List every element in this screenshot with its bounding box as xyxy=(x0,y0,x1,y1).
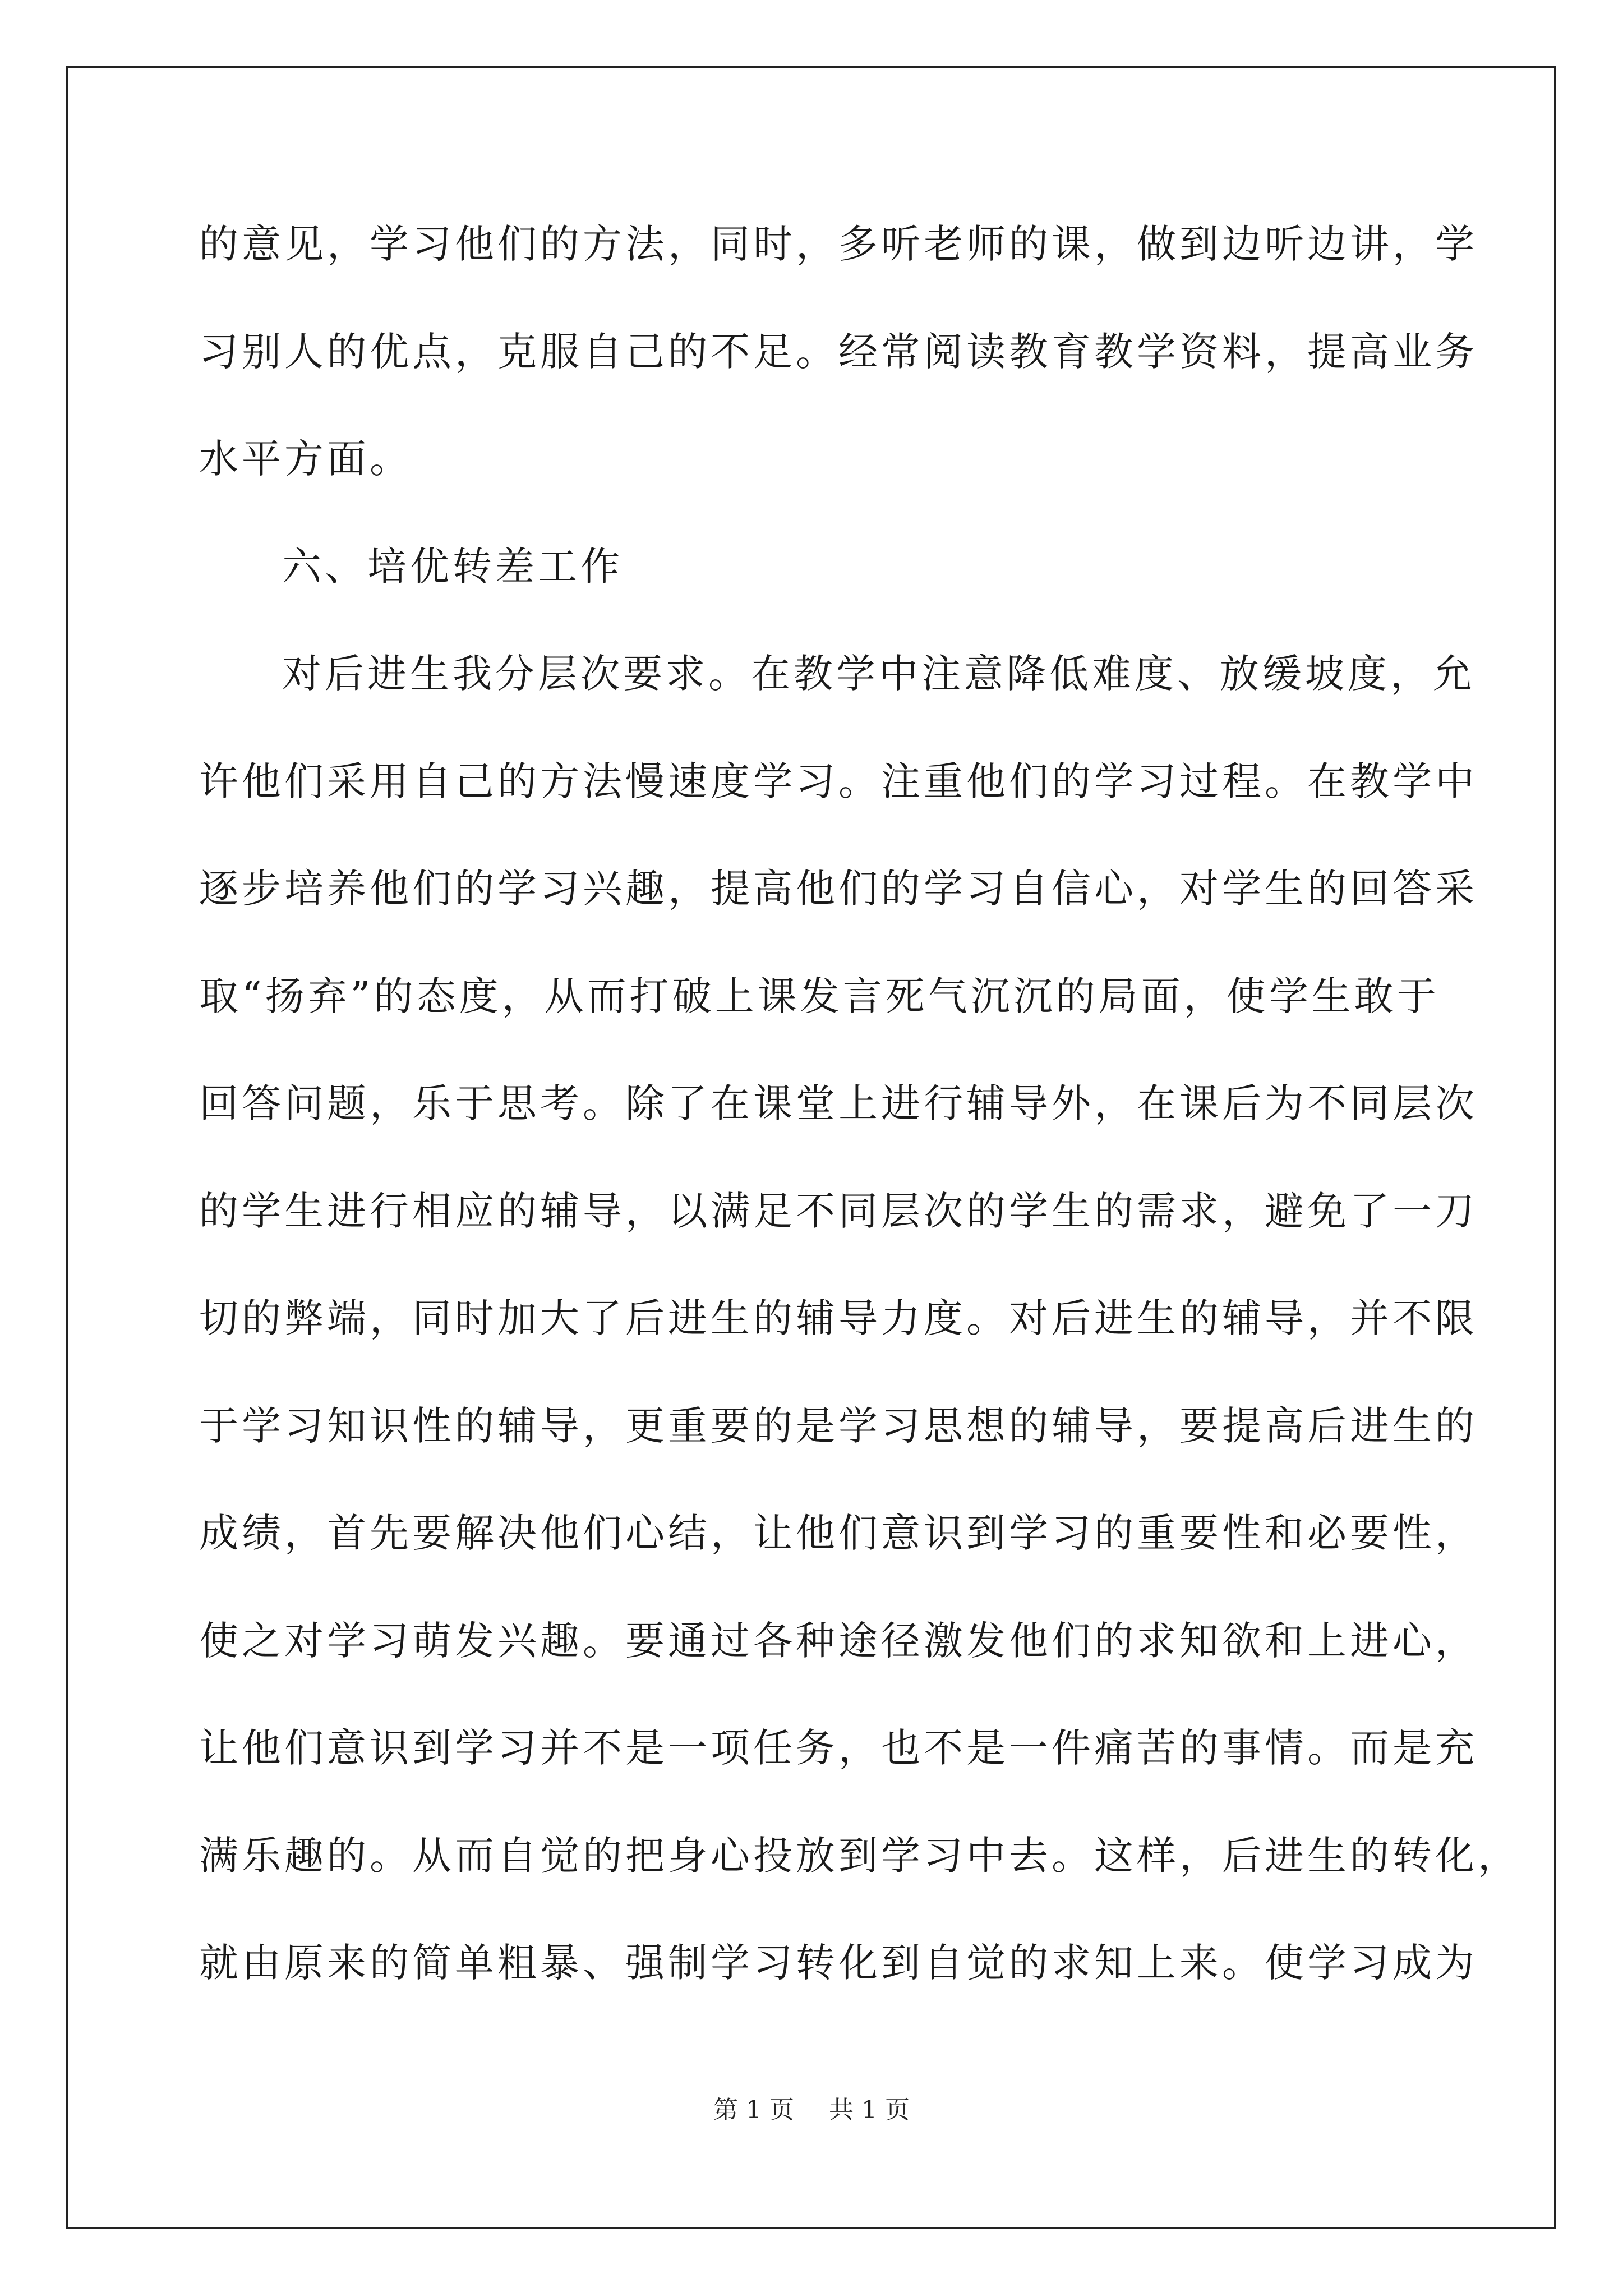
text-line: 切的弊端，同时加大了后进生的辅导力度。对后进生的辅导，并不限 xyxy=(199,1295,1478,1341)
paragraph-continuation xyxy=(199,191,1478,513)
text-line: 让他们意识到学习并不是一项任务，也不是一件痛苦的事情。而是充 xyxy=(199,1725,1478,1771)
text-line: 就由原来的简单粗暴、强制学习转化到自觉的求知上来。使学习成为 xyxy=(199,1940,1478,1986)
text-line: 取“扬弃”的态度，从而打破上课发言死气沉沉的局面，使学生敢于 xyxy=(199,973,1440,1019)
text-line: 的意见，学习他们的方法，同时，多听老师的课，做到边听边讲，学 xyxy=(199,221,1478,267)
text-line: 水平方面。 xyxy=(199,436,412,482)
text-line: 成绩，首先要解决他们心结，让他们意识到学习的重要性和必要性， xyxy=(199,1510,1478,1556)
text-line: 于学习知识性的辅导，更重要的是学习思想的辅导，要提高后进生的 xyxy=(199,1402,1478,1449)
text-line: 的学生进行相应的辅导，以满足不同层次的学生的需求，避免了一刀 xyxy=(199,1188,1478,1234)
document-body xyxy=(199,191,1520,2017)
text-line: 使之对学习萌发兴趣。要通过各种途径激发他们的求知欲和上进心， xyxy=(199,1617,1478,1664)
page-total: 共 1 页 xyxy=(829,2096,910,2124)
text-line: 回答问题，乐于思考。除了在课堂上进行辅导外，在课后为不同层次 xyxy=(199,1080,1478,1126)
section-heading xyxy=(199,513,1433,621)
text-line: 习别人的优点，克服自己的不足。经常阅读教育教学资料，提高业务 xyxy=(199,328,1478,375)
text-line: 对后进生我分层次要求。在教学中注意降低难度、放缓坡度，允 xyxy=(282,651,1476,697)
page-number: 第 1 页 xyxy=(713,2096,794,2124)
text-line: 许他们采用自己的方法慢速度学习。注重他们的学习过程。在教学中 xyxy=(199,758,1478,804)
paragraph-body xyxy=(199,620,1520,2017)
text-line: 满乐趣的。从而自觉的把身心投放到学习中去。这样，后进生的转化， xyxy=(199,1832,1520,1879)
page-footer xyxy=(0,2090,1623,2125)
text-line: 逐步培养他们的学习兴趣，提高他们的学习自信心，对学生的回答采 xyxy=(199,866,1478,912)
heading-line: 六、培优转差工作 xyxy=(282,543,623,590)
